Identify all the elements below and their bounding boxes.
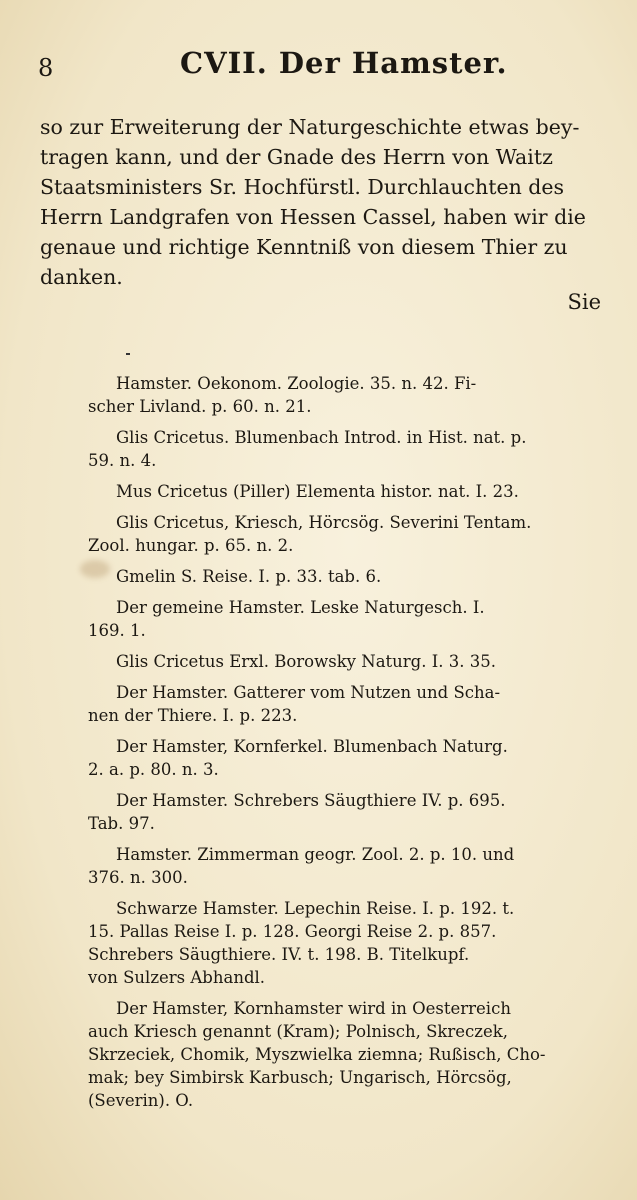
reference-line: Skrzeciek, Chomik, Myszwielka ziemna; Rußisch, Cho- (88, 1045, 546, 1064)
page-number: 8 (38, 54, 54, 82)
reference-line: nen der Thiere. I. p. 223. (88, 706, 298, 725)
reference-line: 376. n. 300. (88, 868, 188, 887)
reference-line: 169. 1. (88, 621, 146, 640)
reference-line: von Sulzers Abhandl. (88, 968, 266, 987)
reference-entry (92, 650, 606, 673)
reference-entry (88, 426, 606, 472)
reference-line: Schwarze Hamster. Lepechin Reise. I. p. 192. t. (116, 899, 515, 918)
reference-line: Der Hamster. Gatterer vom Nutzen und Scha- (116, 683, 501, 702)
body-line: tragen kann, und der Gnade des Herrn von Waitz (40, 145, 553, 169)
reference-line: Glis Cricetus Erxl. Borowsky Naturg. I. 3. 35. (116, 652, 496, 671)
reference-entry (92, 480, 606, 503)
reference-line: Der Hamster. Schrebers Säugthiere IV. p. 695. (116, 791, 506, 810)
reference-entry (88, 789, 606, 835)
catchword: Sie (567, 290, 601, 314)
reference-line: Zool. hungar. p. 65. n. 2. (88, 536, 294, 555)
reference-line: Der Hamster, Kornhamster wird in Oesterreich (116, 999, 511, 1018)
reference-line: Glis Cricetus, Kriesch, Hörcsög. Severini Tentam. (116, 513, 532, 532)
reference-line: Der gemeine Hamster. Leske Naturgesch. I. (116, 598, 485, 617)
reference-entry (88, 681, 606, 727)
body-line: genaue und richtige Kenntniß von diesem Thier zu (40, 235, 568, 259)
reference-entry (88, 897, 606, 989)
reference-entry (88, 843, 606, 889)
reference-line: 15. Pallas Reise I. p. 128. Georgi Reise 2. p. 857. (88, 922, 497, 941)
reference-entry (88, 735, 606, 781)
reference-line: auch Kriesch genannt (Kram); Polnisch, Skreczek, (88, 1022, 508, 1041)
synonymy-references (88, 372, 606, 1120)
reference-line: (Severin). O. (88, 1091, 194, 1110)
reference-line: Mus Cricetus (Piller) Elementa histor. nat. I. 23. (116, 482, 519, 501)
reference-line: Glis Cricetus. Blumenbach Introd. in Hist. nat. p. (116, 428, 527, 447)
reference-line: Tab. 97. (88, 814, 155, 833)
reference-entry (88, 511, 606, 557)
body-line: so zur Erweiterung der Naturgeschichte etwas bey- (40, 115, 580, 139)
reference-entry (88, 596, 606, 642)
body-line: Herrn Landgrafen von Hessen Cassel, haben wir die (40, 205, 586, 229)
reference-line: Hamster. Oekonom. Zoologie. 35. n. 42. Fi- (116, 374, 477, 393)
reference-entry (92, 565, 606, 588)
reference-entry (88, 997, 606, 1112)
reference-entry (88, 372, 606, 418)
reference-line: mak; bey Simbirsk Karbusch; Ungarisch, Hörcsög, (88, 1068, 512, 1087)
running-title: CVII. Der Hamster. (180, 46, 508, 80)
reference-line: 59. n. 4. (88, 451, 157, 470)
page-header (0, 42, 637, 82)
body-line: Staatsministers Sr. Hochfürstl. Durchlauchten des (40, 175, 565, 199)
reference-line: Der Hamster, Kornferkel. Blumenbach Naturg. (116, 737, 508, 756)
reference-line: Schrebers Säugthiere. IV. t. 198. B. Titelkupf. (88, 945, 470, 964)
separator-mark (126, 353, 130, 355)
body-line: danken. (40, 265, 123, 289)
reference-line: scher Livland. p. 60. n. 21. (88, 397, 312, 416)
reference-line: Gmelin S. Reise. I. p. 33. tab. 6. (116, 567, 382, 586)
reference-line: 2. a. p. 80. n. 3. (88, 760, 219, 779)
reference-line: Hamster. Zimmerman geogr. Zool. 2. p. 10. und (116, 845, 515, 864)
body-paragraph (40, 112, 605, 292)
